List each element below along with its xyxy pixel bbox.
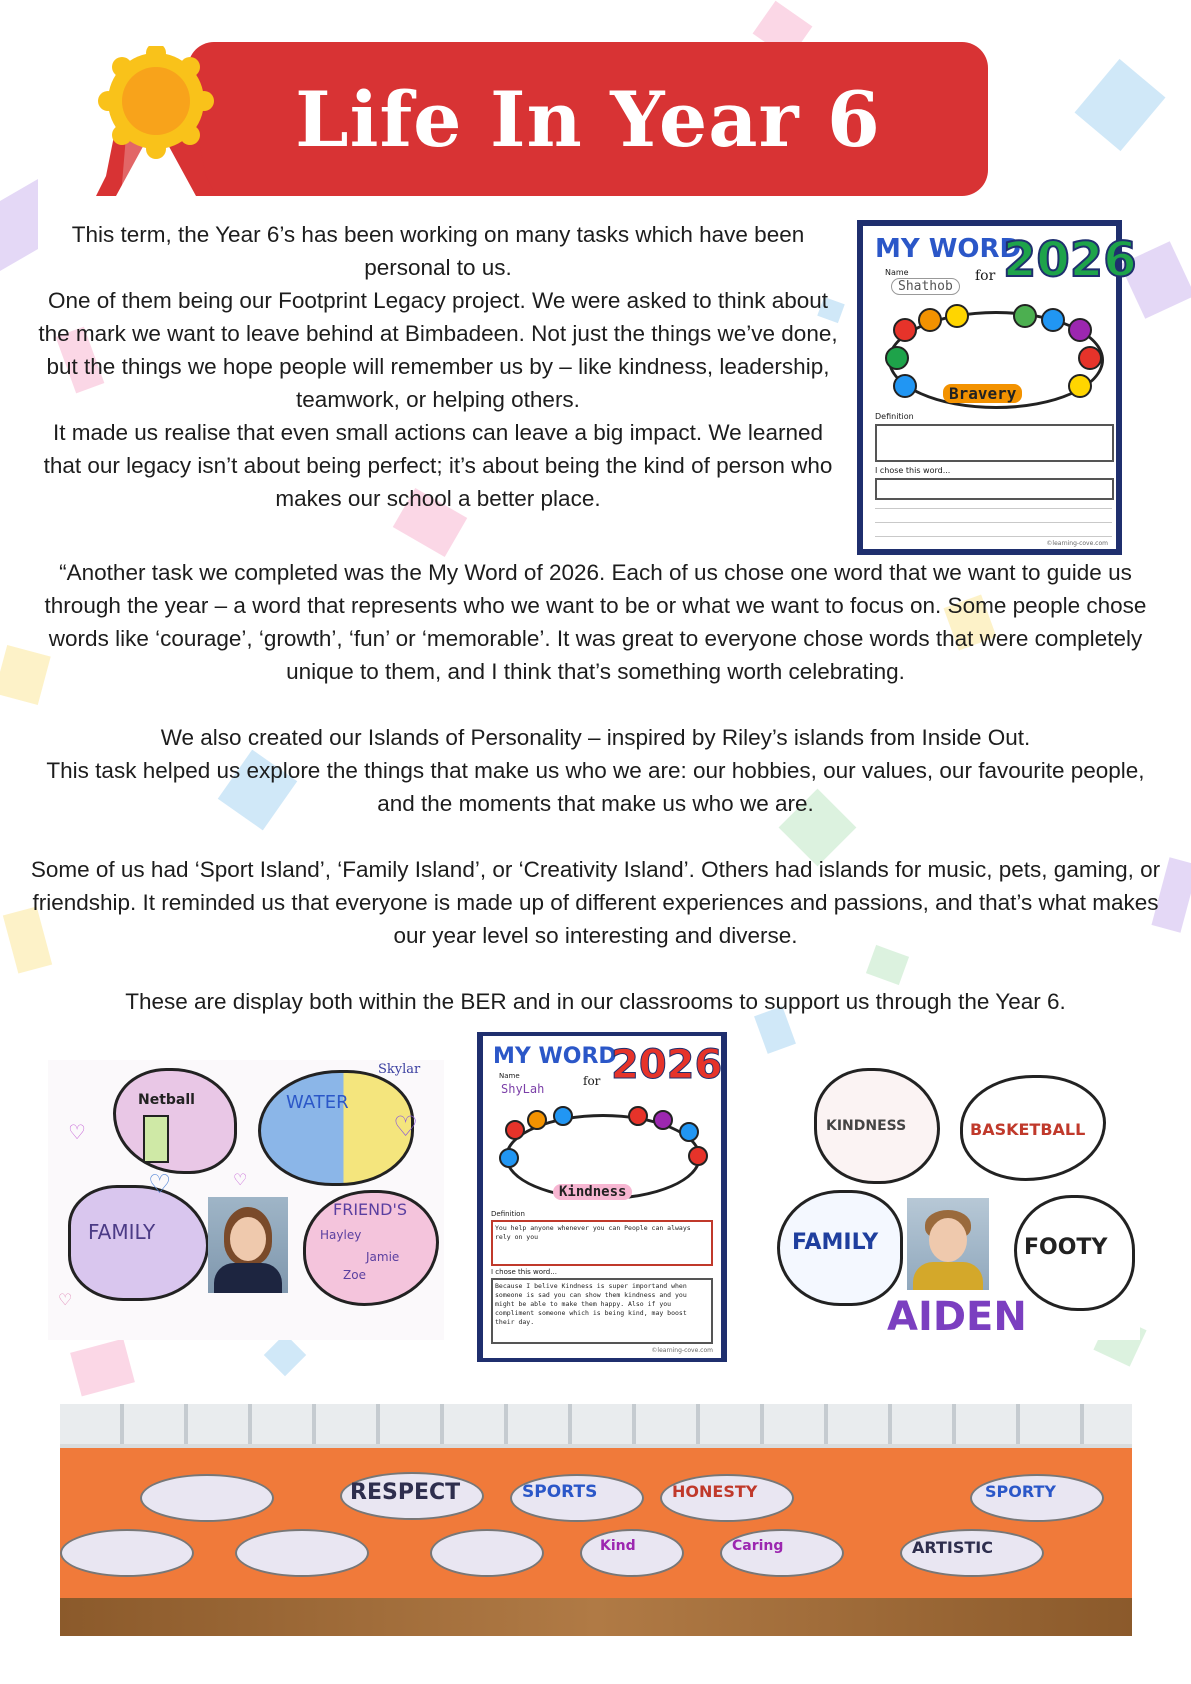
- island-label: WATER: [286, 1092, 349, 1113]
- confetti: [70, 1339, 135, 1397]
- bead: [679, 1122, 699, 1142]
- footprint: [430, 1529, 544, 1577]
- bead: [1013, 304, 1037, 328]
- writing-line: [875, 508, 1112, 509]
- islands-examples-paragraph: Some of us had ‘Sport Island’, ‘Family Island’, or ‘Creativity Island’. Others had islands for music, pets, gaming, or friendship. It reminded us that everyone is made up of different experiences and passions, and that’s what makes our year level so interesting and diverse.: [30, 857, 1161, 948]
- footprint-word: RESPECT: [350, 1480, 461, 1505]
- bead: [1041, 308, 1065, 332]
- bead: [885, 346, 909, 370]
- friend-name: Jamie: [366, 1250, 400, 1264]
- island-label: FRIEND'S: [333, 1200, 407, 1219]
- my-word-year: 2026: [1003, 232, 1137, 288]
- display-paragraph: These are display both within the BER and in our classrooms to support us through the Year 6.: [125, 989, 1066, 1014]
- ceiling-band: [60, 1404, 1132, 1444]
- sheet-footer: ©learning-cove.com: [651, 1347, 713, 1354]
- my-word-year: 2026: [611, 1042, 723, 1088]
- footprint: [140, 1474, 274, 1522]
- name-label: Name: [885, 268, 909, 277]
- island-water: [258, 1070, 414, 1186]
- friend-name: Zoe: [343, 1268, 366, 1282]
- heart-icon: ♡: [68, 1120, 86, 1144]
- bead: [527, 1110, 547, 1130]
- islands-of-personality-photo-2: [752, 1060, 1140, 1340]
- heart-icon: ♡: [148, 1170, 172, 1200]
- portrait-face: [929, 1218, 967, 1262]
- definition-label: Definition: [491, 1210, 525, 1218]
- bead: [553, 1106, 573, 1126]
- footprint: [235, 1529, 369, 1577]
- bead: [945, 304, 969, 328]
- page-title: Life In Year 6: [295, 74, 881, 164]
- body-text: [30, 556, 1161, 1018]
- bead: [628, 1106, 648, 1126]
- bead: [653, 1110, 673, 1130]
- footprint-word: Caring: [732, 1538, 784, 1554]
- intro-paragraph: One of them being our Footprint Legacy project. We were asked to think about the mark we want to leave behind at Bimbadeen. Not just the things we’ve done, but the things we hope people will remember us by – like kindness, leadership, teamwork, or helping others.: [38, 288, 838, 412]
- name-label: Name: [499, 1072, 520, 1080]
- sheet-footer: ©learning-cove.com: [1046, 540, 1108, 547]
- writing-line: [875, 522, 1112, 523]
- chose-box: [875, 478, 1114, 500]
- heart-icon: ♡: [393, 1110, 419, 1143]
- my-word-sheet-photo: [857, 220, 1137, 555]
- footprint-word: ARTISTIC: [912, 1538, 993, 1557]
- footprint-word: SPORTS: [522, 1482, 598, 1502]
- heart-icon: ♡: [58, 1290, 73, 1309]
- chosen-word: Bravery: [943, 384, 1022, 403]
- bead: [893, 318, 917, 342]
- student-portrait: [208, 1197, 288, 1293]
- footprint: [60, 1529, 194, 1577]
- island-label: FOOTY: [1024, 1235, 1108, 1260]
- bead: [1068, 374, 1092, 398]
- student-name: ShyLah: [501, 1082, 545, 1096]
- footprint-legacy-display-photo: [60, 1404, 1132, 1636]
- heart-icon: ♡: [233, 1170, 248, 1189]
- islands-paragraph: We also created our Islands of Personality – inspired by Riley’s islands from Inside Out.: [160, 725, 1031, 750]
- islands-of-personality-photo: [48, 1060, 444, 1340]
- confetti: [264, 1334, 306, 1376]
- chose-box: [491, 1278, 713, 1344]
- portrait-uniform: [214, 1263, 282, 1293]
- friend-name: Hayley: [320, 1228, 362, 1242]
- bead: [893, 374, 917, 398]
- writing-line: [875, 536, 1112, 537]
- definition-box: [875, 424, 1114, 462]
- footprint-word: HONESTY: [672, 1482, 758, 1501]
- bead: [499, 1148, 519, 1168]
- netball-court-icon: [143, 1115, 169, 1163]
- confetti: [1075, 59, 1166, 151]
- artist-signature: Skylar: [378, 1062, 421, 1077]
- island-label: BASKETBALL: [970, 1120, 1086, 1139]
- bead: [918, 308, 942, 332]
- student-name-label: AIDEN: [887, 1294, 1027, 1340]
- my-word-heading: MY WORD: [875, 234, 1022, 264]
- portrait-face: [230, 1217, 266, 1261]
- intro-paragraph: It made us realise that even small actions can leave a big impact. We learned that our legacy isn’t about being perfect; it’s about being the kind of person who makes our school a better place.: [43, 420, 833, 511]
- island-label: FAMILY: [792, 1230, 879, 1255]
- footprint-word: SPORTY: [985, 1482, 1056, 1501]
- confetti: [0, 179, 38, 271]
- intro-paragraph: This term, the Year 6’s has been working on many tasks which have been personal to us.: [71, 222, 805, 280]
- intro-text: [38, 218, 838, 515]
- portrait-uniform: [913, 1262, 983, 1290]
- island-label: FAMILY: [88, 1220, 156, 1244]
- bead: [688, 1146, 708, 1166]
- chose-text: Because I belive Kindness is super importand when someone is sad you can show them kindness and you might be able to make them happy. Also if you compliment someone which is being kind, may boost their day.: [495, 1282, 687, 1326]
- student-name: Shathob: [891, 278, 960, 295]
- bead: [1078, 346, 1102, 370]
- my-word-paragraph: “Another task we completed was the My Word of 2026. Each of us chose one word that we want to guide us through the year – a word that represents who we want to be or what we want to focus on. Some people chose words like ‘courage’, ‘growth’, ‘fun’ or ‘memorable’. It was great to everyone chose words that were completely unique to them, and I think that’s something worth celebrating.: [44, 560, 1147, 684]
- definition-label: Definition: [875, 412, 914, 421]
- island-netball: [113, 1068, 237, 1174]
- sheet-paper: [483, 1036, 721, 1358]
- chose-label: I chose this word...: [491, 1268, 557, 1276]
- my-word-for: for: [583, 1074, 601, 1088]
- my-word-sheet-photo-2: [477, 1032, 727, 1362]
- bead: [1068, 318, 1092, 342]
- wood-frame: [60, 1598, 1132, 1636]
- chose-label: I chose this word...: [875, 466, 951, 475]
- my-word-for: for: [975, 268, 996, 284]
- definition-box: [491, 1220, 713, 1266]
- student-portrait: [907, 1198, 989, 1290]
- footprint-word: Kind: [600, 1538, 636, 1554]
- island-label: KINDNESS: [826, 1118, 907, 1134]
- bead: [505, 1120, 525, 1140]
- definition-text: You help anyone whenever you can People can always rely on you: [495, 1224, 691, 1241]
- my-word-heading: MY WORD: [493, 1044, 617, 1069]
- chosen-word: Kindness: [553, 1184, 632, 1200]
- islands-paragraph-2: This task helped us explore the things that make us who we are: our hobbies, our values, our favourite people, and the moments that make us who we are.: [46, 758, 1145, 816]
- island-label: Netball: [138, 1092, 195, 1108]
